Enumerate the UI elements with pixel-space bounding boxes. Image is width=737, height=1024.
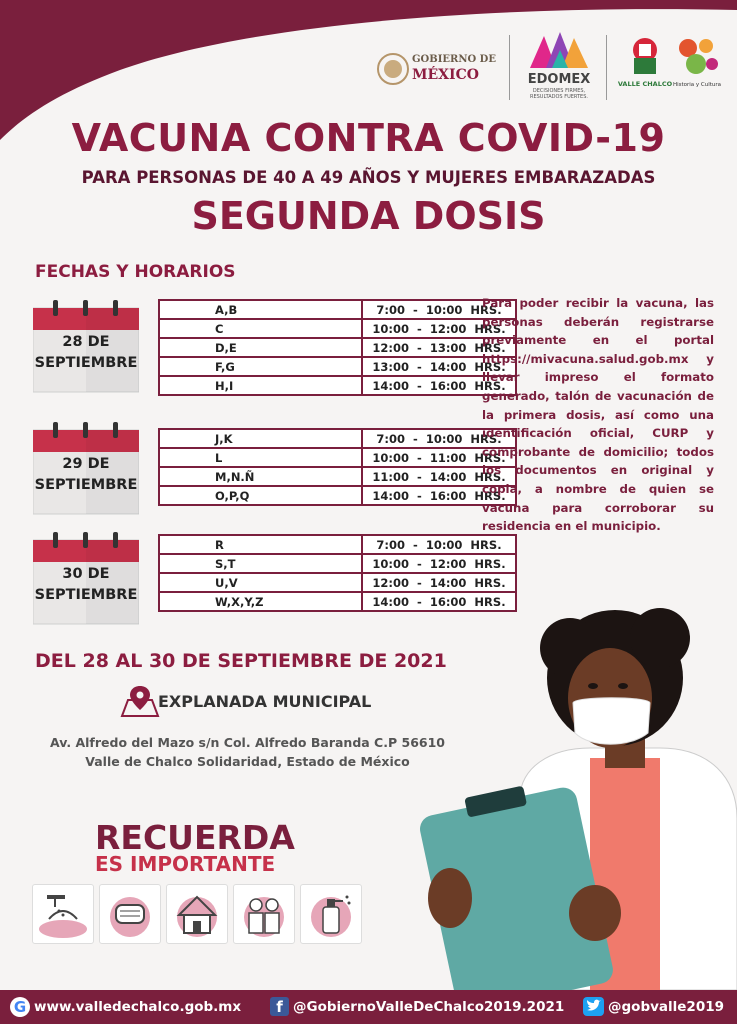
schedule-letters: U,V	[159, 573, 362, 592]
calendar-day-label: 30 DE	[62, 566, 110, 582]
map-pin-icon	[120, 684, 160, 718]
schedule-time: 10:00 - 12:00 HRS.	[362, 554, 516, 573]
sanitizer-icon	[300, 884, 362, 944]
logo-divider	[509, 35, 510, 100]
schedule-row	[159, 300, 516, 319]
schedule-letters: F,G	[159, 357, 362, 376]
schedule-letters: S,T	[159, 554, 362, 573]
calendar-month-label: SEPTIEMBRE	[34, 355, 138, 371]
schedule-letters: D,E	[159, 338, 362, 357]
schedule-letters: W,X,Y,Z	[159, 592, 362, 611]
edomex-tagline: DECISIONES FIRMES, RESULTADOS FUERTES.	[530, 88, 588, 100]
info-paragraph: Para poder recibir la vacuna, las personas deberán registrarse previamente en el portal https://mivacuna.salud.gob.mx y llevar impreso el formato generado, talón de vacunación de la primera dosis, así como una identificación oficial, CURP y comprobante de domicilio; todos los documentos en original y copia, a nombre de quien se vacuna para corroborar su residencia en el municipio.	[482, 296, 714, 534]
edomex-mountains-icon	[530, 30, 588, 70]
schedule-row	[159, 376, 516, 395]
calendar-day-3	[33, 530, 139, 626]
gobierno-mexico-logo	[376, 50, 496, 88]
valle-chalco-logo	[617, 36, 673, 96]
schedule-time: 7:00 - 10:00 HRS.	[362, 300, 516, 319]
schedule-row	[159, 554, 516, 573]
schedule-time: 10:00 - 12:00 HRS.	[362, 319, 516, 338]
google-icon: G	[10, 997, 30, 1017]
schedule-letters: H,I	[159, 376, 362, 395]
schedule-time: 12:00 - 14:00 HRS.	[362, 573, 516, 592]
schedule-row	[159, 338, 516, 357]
handwashing-icon	[32, 884, 94, 944]
address-line1: Av. Alfredo del Mazo s/n Col. Alfredo Baranda C.P 56610	[50, 735, 445, 750]
schedule-row	[159, 467, 516, 486]
schedule-time: 13:00 - 14:00 HRS.	[362, 357, 516, 376]
gobierno-line1: GOBIERNO DE	[412, 54, 496, 65]
schedule-letters: A,B	[159, 300, 362, 319]
schedule-letters: M,N.Ñ	[159, 467, 362, 486]
footer-facebook[interactable]: @GobiernoValleDeChalco2019.2021	[293, 999, 565, 1015]
valle-chalco-text: VALLE CHALCO	[617, 80, 673, 88]
schedule-letters: L	[159, 448, 362, 467]
main-title: VACUNA CONTRA COVID-19	[71, 116, 666, 160]
edomex-logo	[518, 30, 600, 102]
schedule-row	[159, 429, 516, 448]
schedule-row	[159, 319, 516, 338]
schedule-time: 14:00 - 16:00 HRS.	[362, 592, 516, 611]
schedule-table-day2	[158, 428, 517, 506]
location-name: EXPLANADA MUNICIPAL	[158, 692, 372, 711]
footer-twitter[interactable]: @gobvalle2019	[608, 999, 724, 1015]
calendar-month-label: SEPTIEMBRE	[34, 477, 138, 493]
schedule-time: 7:00 - 10:00 HRS.	[362, 429, 516, 448]
dose-title: SEGUNDA DOSIS	[191, 194, 546, 238]
address-line2: Valle de Chalco Solidaridad, Estado de México	[85, 754, 410, 769]
twitter-icon	[583, 997, 604, 1016]
schedule-letters: C	[159, 319, 362, 338]
schedule-letters: J,K	[159, 429, 362, 448]
logo-divider-2	[606, 35, 607, 100]
reminder-title: RECUERDA	[95, 818, 295, 857]
calendar-day-2	[33, 420, 139, 516]
schedule-time: 14:00 - 16:00 HRS.	[362, 376, 516, 395]
edomex-text: EDOMEX	[527, 72, 591, 87]
schedule-row	[159, 357, 516, 376]
elderly-couple-icon	[233, 884, 295, 944]
gobierno-line2: MÉXICO	[412, 67, 479, 83]
schedule-time: 10:00 - 11:00 HRS.	[362, 448, 516, 467]
doctor-illustration	[410, 598, 737, 990]
calendar-month-label: SEPTIEMBRE	[34, 587, 138, 603]
calendar-day-label: 29 DE	[62, 456, 110, 472]
schedule-table-day1	[158, 299, 517, 396]
schedule-time: 12:00 - 13:00 HRS.	[362, 338, 516, 357]
gears-icon	[674, 36, 720, 78]
historia-text: Historia y Cultura	[672, 82, 722, 88]
schedule-letters: O,P,Q	[159, 486, 362, 505]
valle-chalco-emblem-icon	[626, 36, 664, 78]
facebook-icon: f	[270, 997, 289, 1016]
face-mask-icon	[99, 884, 161, 944]
schedule-row	[159, 573, 516, 592]
schedule-row	[159, 486, 516, 505]
schedule-letters: R	[159, 535, 362, 554]
date-range: DEL 28 AL 30 DE SEPTIEMBRE DE 2021	[35, 650, 447, 672]
eagle-seal-icon	[376, 52, 410, 86]
stay-home-icon	[166, 884, 228, 944]
calendar-day-label: 28 DE	[62, 334, 110, 350]
schedule-time: 11:00 - 14:00 HRS.	[362, 467, 516, 486]
schedule-time: 14:00 - 16:00 HRS.	[362, 486, 516, 505]
calendar-day-1	[33, 298, 139, 394]
schedule-row	[159, 535, 516, 554]
schedule-row	[159, 448, 516, 467]
footer-website[interactable]: www.valledechalco.gob.mx	[34, 999, 242, 1015]
subtitle: PARA PERSONAS DE 40 A 49 AÑOS Y MUJERES EMBARAZADAS	[81, 168, 656, 187]
section-title: FECHAS Y HORARIOS	[35, 262, 236, 282]
schedule-time: 7:00 - 10:00 HRS.	[362, 535, 516, 554]
reminder-subtitle: ES IMPORTANTE	[95, 852, 276, 876]
historia-cultura-logo	[672, 36, 722, 98]
